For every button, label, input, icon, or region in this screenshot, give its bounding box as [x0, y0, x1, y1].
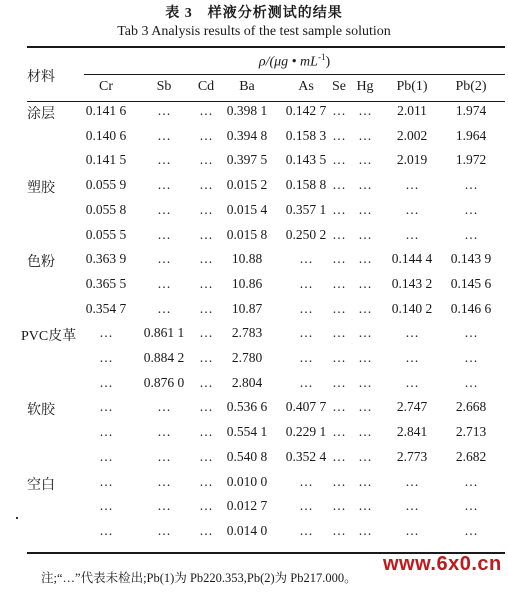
table-cell: …	[405, 473, 419, 489]
table-cell: …	[199, 226, 213, 242]
table-cell: 0.140 6	[85, 127, 127, 143]
table-cell: …	[99, 522, 113, 538]
table-cell: 10.86	[231, 275, 263, 291]
table-cell: …	[199, 424, 213, 440]
table-cell: …	[332, 201, 346, 217]
table-cell: 0.861 1	[143, 325, 185, 341]
table-cell: 10.88	[231, 251, 263, 267]
table-cell: …	[299, 374, 313, 390]
table-cell: …	[157, 201, 171, 217]
table-cell: …	[332, 350, 346, 365]
table-cell: 2.780	[231, 350, 263, 365]
table-cell: 0.141 6	[85, 103, 127, 118]
table-cell: …	[464, 325, 478, 341]
table-cell: 2.747	[396, 399, 428, 415]
material-label: 空白	[27, 477, 55, 493]
table-cell: 0.015 2	[226, 177, 268, 193]
table-cell: …	[358, 201, 372, 217]
table-cell: 0.014 0	[226, 522, 268, 538]
table-cell: …	[464, 201, 478, 217]
table-cell: …	[358, 177, 372, 193]
table-cell: …	[99, 325, 113, 341]
table-cell: 0.363 9	[85, 251, 127, 267]
table-cell: …	[464, 473, 478, 489]
table-cell: …	[358, 226, 372, 242]
table-cell: …	[99, 448, 113, 464]
column-header: Cr	[99, 79, 113, 94]
table-cell: 2.682	[455, 448, 487, 464]
material-label: 软胶	[27, 403, 55, 419]
table-cell: …	[405, 498, 419, 514]
table-cell: 0.055 9	[85, 177, 127, 193]
table-cell: …	[199, 522, 213, 538]
table-cell: …	[358, 251, 372, 267]
table-cell: 0.250 2	[285, 226, 327, 242]
table-cell: …	[199, 325, 213, 341]
table-cell: 1.974	[455, 103, 487, 118]
table-cell: …	[199, 399, 213, 415]
table-cell: …	[157, 424, 171, 440]
table-cell: …	[332, 177, 346, 193]
table-cell: …	[199, 127, 213, 143]
table-cell: …	[199, 201, 213, 217]
table-cell: …	[99, 399, 113, 415]
table-cell: 1.972	[455, 152, 487, 168]
material-label: 涂层	[27, 107, 55, 122]
table-cell: …	[464, 522, 478, 538]
table-cell: …	[332, 448, 346, 464]
table-cell: …	[464, 226, 478, 242]
table-cell: 0.229 1	[285, 424, 327, 440]
column-header: Sb	[156, 79, 172, 94]
material-label: 色粉	[27, 255, 55, 271]
table-cell: 0.554 1	[226, 424, 268, 440]
table-cell: 0.140 2	[391, 300, 433, 316]
table-cell: …	[358, 399, 372, 415]
table-cell: 0.158 8	[285, 177, 327, 193]
table-cell: …	[199, 275, 213, 291]
table-title-en: Tab 3 Analysis results of the test sample solution	[117, 24, 391, 39]
table-cell: …	[405, 350, 419, 365]
table-cell: 0.540 8	[226, 448, 268, 464]
table-cell: 0.352 4	[285, 448, 327, 464]
table-cell: …	[299, 275, 313, 291]
table-cell: 0.876 0	[143, 374, 185, 390]
table-cell: 2.841	[396, 424, 428, 440]
row-header-label: 材料	[27, 70, 55, 85]
table-cell: …	[199, 473, 213, 489]
stray-dot	[16, 517, 18, 519]
column-header: Se	[332, 79, 346, 94]
table-cell: …	[332, 103, 346, 118]
table-cell: 0.143 2	[391, 275, 433, 291]
table-cell: …	[405, 374, 419, 390]
table-cell: 0.146 6	[450, 300, 492, 316]
table-cell: …	[299, 498, 313, 514]
table-cell: 0.407 7	[285, 399, 327, 415]
table-cell: …	[332, 424, 346, 440]
table-cell: 0.055 8	[85, 201, 127, 217]
table-cell: …	[358, 374, 372, 390]
table-cell: …	[332, 275, 346, 291]
table-cell: 0.394 8	[226, 127, 268, 143]
table-cell: …	[157, 127, 171, 143]
column-header: Cd	[197, 79, 215, 94]
column-header: Pb(1)	[396, 79, 428, 94]
table-cell: …	[199, 448, 213, 464]
table-cell: 0.357 1	[285, 201, 327, 217]
table-cell: 0.365 5	[85, 275, 127, 291]
table-cell: …	[358, 103, 372, 118]
table-cell: …	[157, 275, 171, 291]
table-cell: …	[405, 226, 419, 242]
footnote: 注;“…”代表未检出;Pb(1)为 Pb220.353,Pb(2)为 Pb217.000。	[41, 571, 357, 585]
table-cell: …	[358, 325, 372, 341]
table-cell: …	[157, 152, 171, 168]
table-cell: …	[358, 350, 372, 365]
unit-label-text: ρ/(μg • mL	[258, 54, 318, 70]
table-cell: 0.142 7	[285, 103, 327, 118]
table-cell: …	[157, 448, 171, 464]
table-cell: 0.398 1	[226, 103, 268, 118]
table-cell: 0.536 6	[226, 399, 268, 415]
unit-close: )	[325, 54, 331, 70]
table-cell: …	[405, 177, 419, 193]
top-rule	[27, 46, 505, 48]
table-title-cn: 表 3 样液分析测试的结果	[165, 6, 343, 21]
column-header: As	[298, 79, 314, 94]
table-cell: …	[358, 127, 372, 143]
table-cell: …	[99, 350, 113, 365]
watermark: www.6x0.cn	[383, 553, 502, 575]
table-cell: 2.783	[231, 325, 263, 341]
table-cell: 0.145 6	[450, 275, 492, 291]
table-cell: …	[405, 201, 419, 217]
table-cell: 0.015 4	[226, 201, 268, 217]
table-cell: …	[199, 103, 213, 118]
table-cell: …	[332, 226, 346, 242]
table-cell: …	[332, 300, 346, 316]
table-cell: …	[332, 473, 346, 489]
table-cell: …	[358, 473, 372, 489]
table-cell: 2.773	[396, 448, 428, 464]
table-cell: …	[299, 473, 313, 489]
table-cell: 2.011	[397, 103, 427, 118]
table-cell: …	[332, 325, 346, 341]
table-cell: …	[199, 300, 213, 316]
material-label: PVC皮革	[21, 329, 77, 345]
table-cell: …	[464, 350, 478, 365]
table-cell: 0.012 7	[226, 498, 268, 514]
table-cell: 2.713	[455, 424, 487, 440]
table-cell: 0.397 5	[226, 152, 268, 168]
table-cell: …	[299, 251, 313, 267]
table-cell: …	[358, 300, 372, 316]
table-cell: …	[299, 325, 313, 341]
table-cell: …	[199, 251, 213, 267]
table-cell: 0.055 5	[85, 226, 127, 242]
table-cell: …	[358, 448, 372, 464]
table-cell: 0.141 5	[85, 152, 127, 168]
table-cell: 0.144 4	[391, 251, 433, 267]
table-cell: …	[157, 300, 171, 316]
table-cell: …	[405, 522, 419, 538]
table-cell: …	[405, 325, 419, 341]
table-cell: …	[332, 399, 346, 415]
table-cell: …	[157, 522, 171, 538]
table-cell: …	[358, 522, 372, 538]
table-cell: …	[464, 177, 478, 193]
table-cell: …	[332, 251, 346, 267]
table-cell: …	[358, 498, 372, 514]
table-cell: 0.143 5	[285, 152, 327, 168]
table-cell: …	[199, 374, 213, 390]
table-cell: 0.143 9	[450, 251, 492, 267]
table-cell: 0.354 7	[85, 300, 127, 316]
table-cell: …	[358, 424, 372, 440]
table-cell: …	[157, 399, 171, 415]
table-cell: 2.002	[396, 127, 428, 143]
table-cell: 0.015 8	[226, 226, 268, 242]
table-cell: …	[332, 498, 346, 514]
table-cell: 2.668	[455, 399, 487, 415]
table-cell: …	[299, 350, 313, 365]
table-cell: …	[199, 152, 213, 168]
column-header: Hg	[356, 79, 374, 94]
unit-exponent: -1	[317, 52, 326, 62]
table-cell: …	[464, 374, 478, 390]
table-cell: …	[99, 424, 113, 440]
table-cell: …	[332, 522, 346, 538]
header-sub-rule	[84, 74, 505, 75]
table-cell: …	[99, 374, 113, 390]
table-cell: …	[99, 473, 113, 489]
table-cell: 2.804	[231, 374, 263, 390]
table-cell: …	[332, 152, 346, 168]
table-cell: …	[332, 374, 346, 390]
table-cell: 0.010 0	[226, 473, 268, 489]
table-cell: …	[332, 127, 346, 143]
table-cell: …	[358, 152, 372, 168]
table-cell: …	[99, 498, 113, 514]
table-cell: …	[199, 350, 213, 365]
table-cell: 0.158 3	[285, 127, 327, 143]
table-cell: …	[299, 522, 313, 538]
column-header: Ba	[239, 79, 255, 94]
table-cell: …	[199, 177, 213, 193]
material-label: 塑胶	[27, 181, 55, 197]
table-cell: …	[358, 275, 372, 291]
table-cell: …	[199, 498, 213, 514]
table-cell: …	[299, 300, 313, 316]
header-rule	[27, 101, 505, 102]
table-cell: 10.87	[231, 300, 263, 316]
table-cell: 1.964	[455, 127, 487, 143]
table-cell: …	[157, 251, 171, 267]
table-cell: …	[157, 103, 171, 118]
table-cell: …	[157, 226, 171, 242]
table-cell: 0.884 2	[143, 350, 185, 365]
table-cell: …	[157, 177, 171, 193]
table-cell: …	[157, 473, 171, 489]
table-cell: …	[157, 498, 171, 514]
column-header: Pb(2)	[455, 79, 487, 94]
table-cell: …	[464, 498, 478, 514]
unit-label	[84, 52, 505, 71]
table-cell: 2.019	[396, 152, 428, 168]
